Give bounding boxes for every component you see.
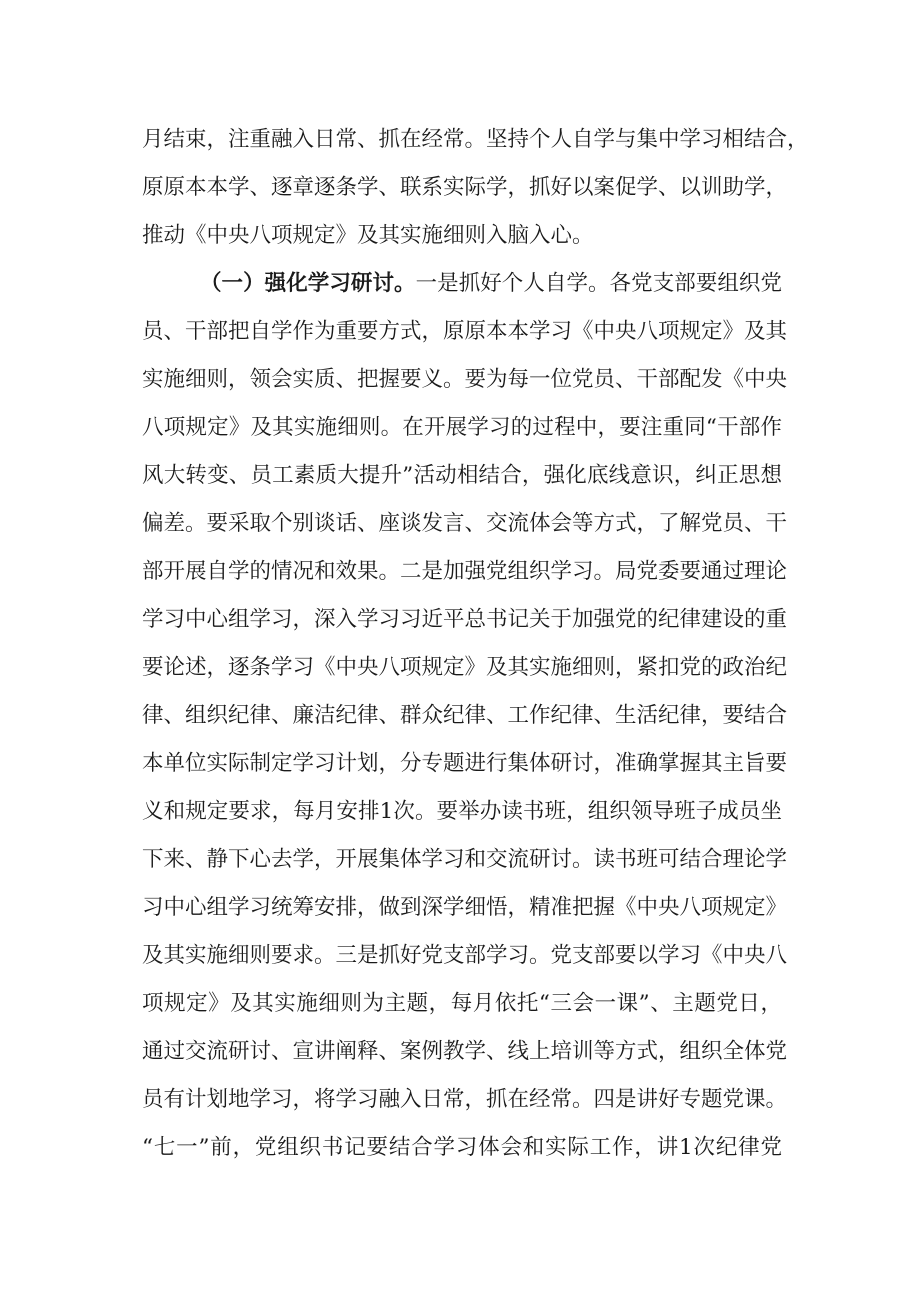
section-line: 义和规定要求，每月安排1次。要举办读书班，组织领导班子成员坐 bbox=[142, 799, 782, 824]
section-line: 本单位实际制定学习计划，分专题进行集体研讨，准确掌握其主旨要 bbox=[142, 751, 788, 776]
section-line: 学习中心组学习，深入学习习近平总书记关于加强党的纪律建设的重 bbox=[142, 607, 788, 632]
section-first-line bbox=[200, 268, 782, 300]
section-first-line-text: 一是抓好个人自学。各党支部要组织党 bbox=[415, 271, 782, 296]
section-line: 通过交流研讨、宣讲阐释、案例教学、线上培训等方式，组织全体党 bbox=[142, 1039, 788, 1064]
section-heading: （一）强化学习研讨。 bbox=[200, 271, 416, 296]
section-line: 及其实施细则要求。三是抓好党支部学习。党支部要以学习《中央八 bbox=[142, 943, 788, 968]
section-line: 八项规定》及其实施细则。在开展学习的过程中，要注重同“干部作 bbox=[142, 415, 782, 440]
section-line: “七一”前，党组织书记要结合学习体会和实际工作，讲1次纪律党 bbox=[142, 1135, 782, 1160]
section-line: 项规定》及其实施细则为主题，每月依托“三会一课”、主题党日， bbox=[142, 991, 782, 1016]
section-line: 部开展自学的情况和效果。二是加强党组织学习。局党委要通过理论 bbox=[142, 559, 788, 584]
section-line: 习中心组学习统筹安排，做到深学细悟，精准把握《中央八项规定》 bbox=[142, 895, 788, 920]
section-line: 实施细则，领会实质、把握要义。要为每一位党员、干部配发《中央 bbox=[142, 367, 788, 392]
section-line: 偏差。要采取个别谈话、座谈发言、交流体会等方式，了解党员、干 bbox=[142, 511, 788, 536]
intro-line-2: 原原本本学、逐章逐条学、联系实际学，抓好以案促学、以训助学， bbox=[142, 175, 788, 200]
section-line: 要论述，逐条学习《中央八项规定》及其实施细则，紧扣党的政治纪 bbox=[142, 655, 788, 680]
intro-line-1: 月结束，注重融入日常、抓在经常。坚持个人自学与集中学习相结合， bbox=[142, 127, 809, 152]
intro-line-3: 推动《中央八项规定》及其实施细则入脑入心。 bbox=[142, 223, 594, 248]
section-line: 员、干部把自学作为重要方式，原原本本学习《中央八项规定》及其 bbox=[142, 319, 788, 344]
section-line: 风大转变、员工素质大提升”活动相结合，强化底线意识，纠正思想 bbox=[142, 463, 782, 488]
section-line: 员有计划地学习，将学习融入日常，抓在经常。四是讲好专题党课。 bbox=[142, 1087, 788, 1112]
section-line: 下来、静下心去学，开展集体学习和交流研讨。读书班可结合理论学 bbox=[142, 847, 788, 872]
section-line: 律、组织纪律、廉洁纪律、群众纪律、工作纪律、生活纪律，要结合 bbox=[142, 703, 788, 728]
